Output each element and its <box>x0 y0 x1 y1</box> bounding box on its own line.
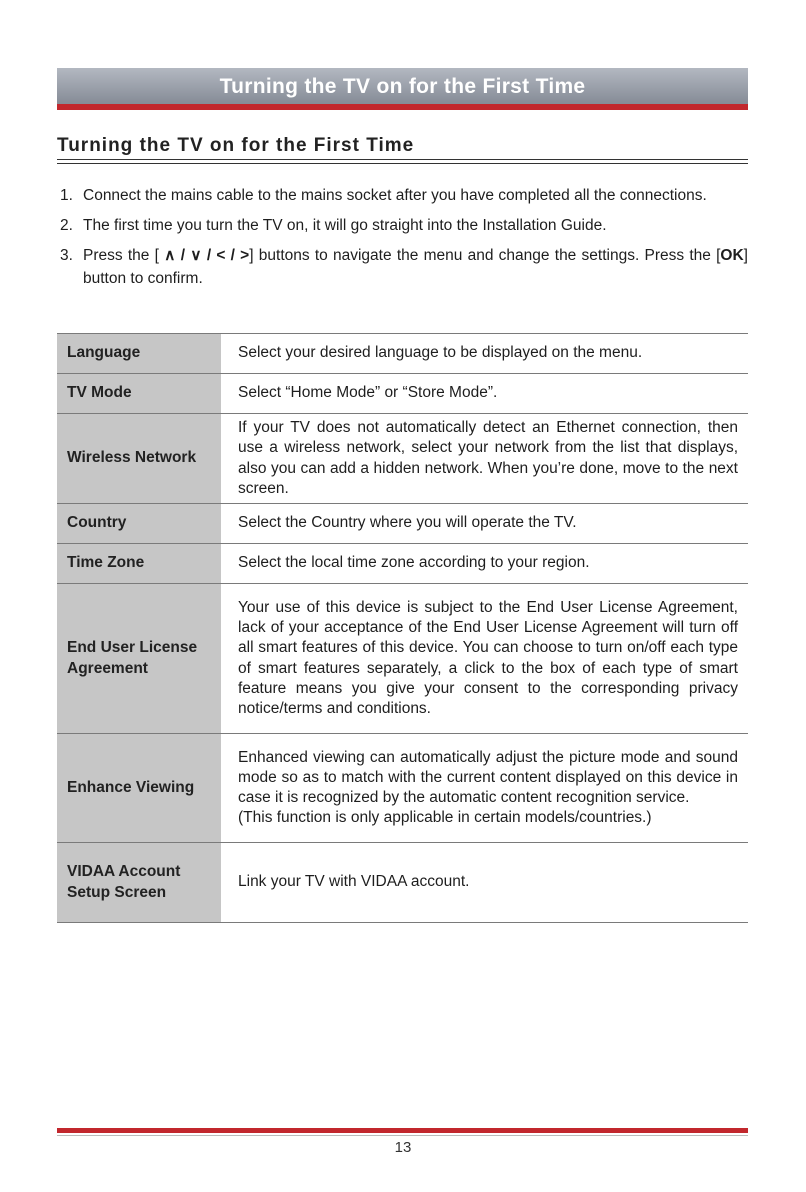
step-item <box>60 184 748 207</box>
step-text-part: ] buttons to navigate the menu and change the settings. Press the [ <box>249 247 721 264</box>
row-label: Country <box>57 504 221 544</box>
step-text-part: ] button to confirm. <box>83 247 748 287</box>
row-description: Select “Home Mode” or “Store Mode”. <box>238 384 498 402</box>
row-label: Enhance Viewing <box>57 734 221 843</box>
row-label: Time Zone <box>57 544 221 584</box>
row-description: If your TV does not automatically detect an Ethernet connection, then use a wireless network, select your network from the list that displays, also you can add a hidden network. When you’re done, move to the next screen. <box>238 419 738 497</box>
row-description: Select your desired language to be displayed on the menu. <box>238 344 643 362</box>
steps-list <box>60 184 748 297</box>
step-item <box>60 214 748 237</box>
step-item <box>60 244 748 290</box>
row-description: Your use of this device is subject to the End User License Agreement, lack of your acceptance of the End User License Agreement will turn off all smart features of this device. You can choose to turn on/off each type of smart features separately, a click to the box of each type of smart feature means you give your consent to the corresponding privacy notice/terms and conditions. <box>238 598 738 717</box>
row-label: End User License Agreement <box>57 584 221 734</box>
row-description: Select the Country where you will operate the TV. <box>238 514 577 532</box>
section-title: Turning the TV on for the First Time <box>57 135 415 156</box>
row-label: Wireless Network <box>57 414 221 504</box>
step-text: The first time you turn the TV on, it will go straight into the Installation Guide. <box>83 217 607 234</box>
header-banner: Turning the TV on for the First Time <box>57 68 748 104</box>
footer-rule <box>57 1135 748 1136</box>
title-rule-second <box>57 163 748 164</box>
table-row <box>57 414 748 504</box>
title-rule <box>57 159 748 160</box>
row-label: TV Mode <box>57 374 221 414</box>
step-text <box>83 244 748 290</box>
table-row <box>57 843 748 923</box>
step-text: Connect the mains cable to the mains socket after you have completed all the connections. <box>83 187 707 204</box>
row-description: Select the local time zone according to your region. <box>238 554 590 572</box>
table-row <box>57 504 748 544</box>
row-description-note: (This function is only applicable in certain models/countries.) <box>238 809 652 827</box>
row-label: Language <box>57 334 221 374</box>
row-label: VIDAA Account Setup Screen <box>57 843 221 923</box>
row-description-text: Enhanced viewing can automatically adjust the picture mode and sound mode so as to match with the current content displayed on this device in case it is recognized by the automatic content recognition service. <box>238 748 738 806</box>
footer-accent-bar <box>57 1128 748 1133</box>
table-row <box>57 544 748 584</box>
table-row <box>57 734 748 843</box>
table-row <box>57 584 748 734</box>
page-number: 13 <box>394 1139 412 1156</box>
arrow-keys-text: ∧ / ∨ / < / > <box>164 247 250 264</box>
row-description: Link your TV with VIDAA account. <box>238 873 470 891</box>
step-text-part: Press the [ <box>83 247 165 264</box>
row-description <box>221 734 748 843</box>
table-row <box>57 374 748 414</box>
ok-key-text: OK <box>720 247 744 264</box>
settings-table <box>57 333 748 923</box>
banner-accent-bar <box>57 104 748 110</box>
step-number: 1. <box>60 187 73 204</box>
table-row <box>57 334 748 374</box>
step-number: 2. <box>60 217 73 234</box>
step-number: 3. <box>60 247 73 264</box>
